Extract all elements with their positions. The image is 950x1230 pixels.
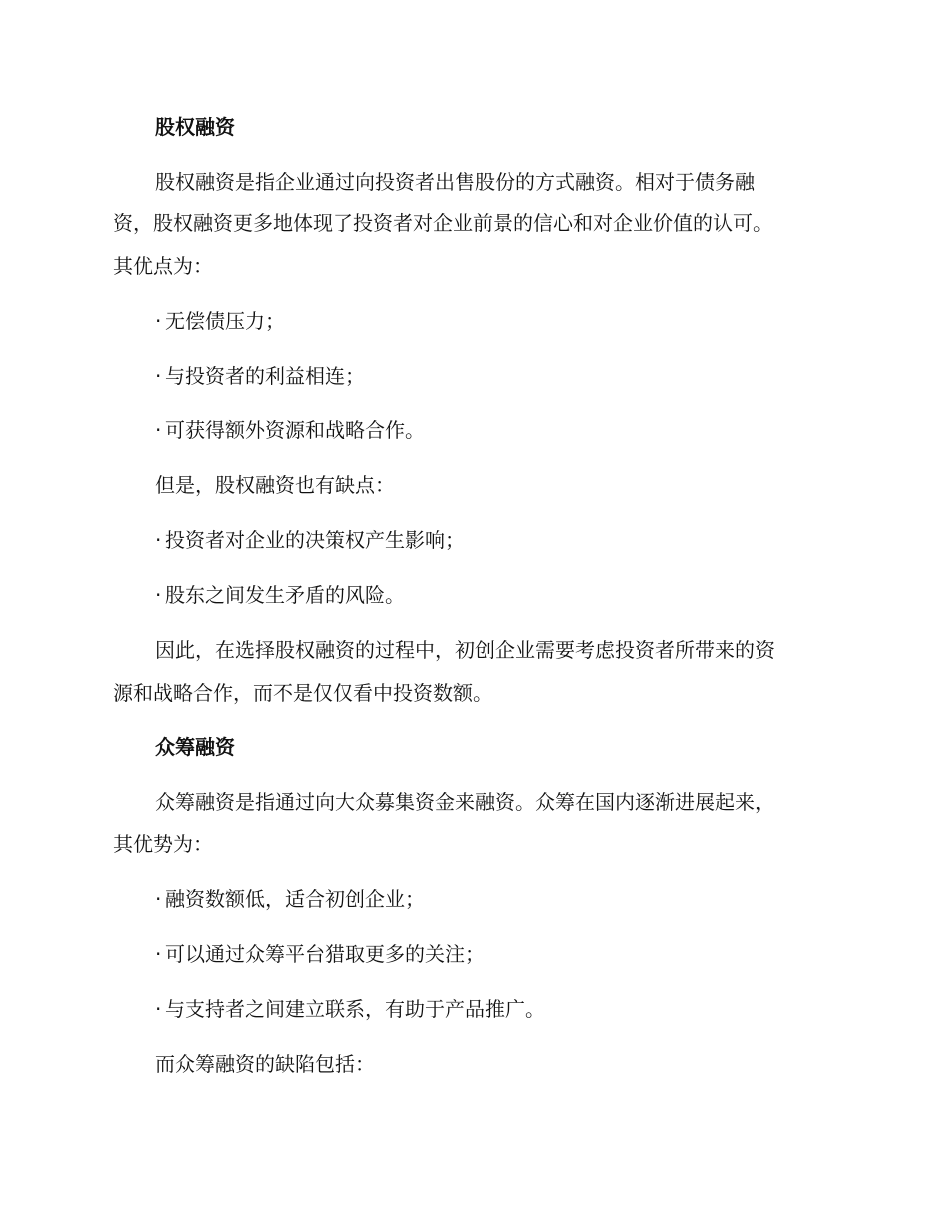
bullet-icon: ·: [155, 528, 162, 552]
bullet-icon: ·: [155, 418, 162, 442]
list-item-text: 可获得额外资源和战略合作。: [165, 418, 425, 442]
section-heading-equity-financing: 股权融资: [155, 115, 235, 139]
list-item: [155, 995, 545, 1023]
list-item-text: 无偿债压力；: [165, 309, 285, 333]
list-item-text: 股东之间发生矛盾的风险。: [165, 583, 405, 607]
list-item-text: 与投资者的利益相连；: [165, 364, 365, 388]
list-item: [155, 526, 465, 554]
bullet-icon: ·: [155, 997, 162, 1021]
paragraph-line: 因此，在选择股权融资的过程中，初创企业需要考虑投资者所带来的资: [155, 638, 775, 662]
list-item-text: 投资者对企业的决策权产生影响；: [165, 528, 465, 552]
section-heading-crowdfunding: 众筹融资: [155, 735, 235, 759]
paragraph-line: 其优点为：: [113, 254, 213, 278]
list-item-text: 可以通过众筹平台猎取更多的关注；: [165, 942, 485, 966]
list-item-text: 与支持者之间建立联系，有助于产品推广。: [165, 997, 545, 1021]
list-item: [155, 362, 365, 390]
list-item: [155, 581, 405, 609]
paragraph-line: 其优势为：: [113, 832, 213, 856]
paragraph-line: 而众筹融资的缺陷包括：: [155, 1052, 375, 1076]
list-item: [155, 885, 425, 913]
bullet-icon: ·: [155, 364, 162, 388]
list-item: [155, 307, 285, 335]
paragraph-line: 源和战略合作，而不是仅仅看中投资数额。: [113, 681, 493, 705]
list-item-text: 融资数额低，适合初创企业；: [165, 887, 425, 911]
bullet-icon: ·: [155, 583, 162, 607]
list-item: [155, 940, 485, 968]
bullet-icon: ·: [155, 887, 162, 911]
bullet-icon: ·: [155, 942, 162, 966]
paragraph-line: 股权融资是指企业通过向投资者出售股份的方式融资。相对于债务融: [155, 170, 755, 194]
paragraph-line: 众筹融资是指通过向大众募集资金来融资。众筹在国内逐渐进展起来，: [155, 790, 775, 814]
paragraph-line: 但是，股权融资也有缺点：: [155, 473, 395, 497]
list-item: [155, 416, 425, 444]
paragraph-line: 资，股权融资更多地体现了投资者对企业前景的信心和对企业价值的认可。: [113, 211, 773, 235]
bullet-icon: ·: [155, 309, 162, 333]
